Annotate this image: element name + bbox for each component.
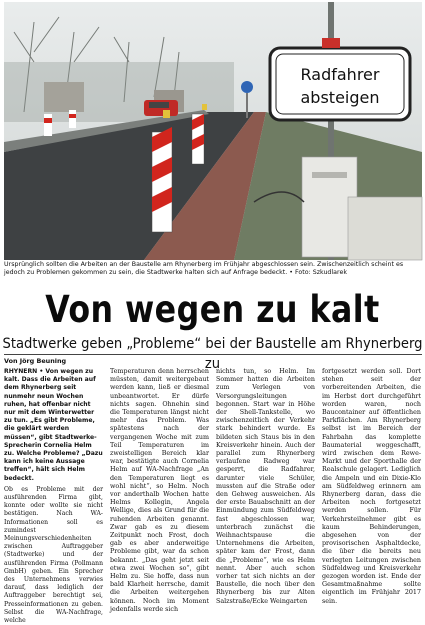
article-column-3 <box>216 368 315 605</box>
lead-paragraph <box>4 368 103 483</box>
dateline: RHYNERN • <box>4 368 44 375</box>
subheadline: Stadtwerke geben „Probleme“ bei der Baustelle am Rhynerberg zu <box>2 335 423 372</box>
photo-illustration <box>4 2 422 260</box>
headline: Von wegen zu kalt <box>45 288 380 331</box>
radfahrer-absteigen-sign <box>270 48 410 120</box>
lead-text: Von wegen zu kalt. Dass die Arbeiten auf dem Rhynerberg seit nunmehr neun Wochen ruhen, hat offenbar nicht nur mit dem Winterwetter zu tun. „Es gibt Probleme, die geklärt werden müssen“, gibt Stadtwerke-Sprecherin Cornelia Helm zu. Welche Probleme? „Dazu kann ich keine Aussage treffen“, hält sich Helm bedeckt. <box>4 368 103 482</box>
column-4-text: fortgesetzt werden soll. Dort stehen seit der vorbereitenden Arbeiten, die im Herbst dort durchgeführt worden waren, noch Baucontainer auf öffentlichen Parkflächen. Am Rhynerberg selbst ist im Bereich der Fahrbahn das komplette Baumaterial weggeschafft, wird zwischen dem Rewe-Markt und der Sporthalle der Realschule gelagert. Lediglich die Ampeln und ein Dixie-Klo am Südfeldweg erinnern am Rhynerberg daran, dass die Arbeiten noch fortgesetzt werden sollen. Für Verkehrsteilnehmer gibt es kaum Behinderungen, abgesehen von der provisorischen Asphaltdecke, die über die bereits neu verlegten Leitungen zwischen Südfeldweg und Kreisverkehr gezogen worden ist. Ende der Gesamtmaßnahme sollte eigentlich im Frühjahr 2017 sein. <box>322 368 421 605</box>
article-columns <box>4 368 422 625</box>
article-column-2 <box>110 368 209 613</box>
sign-line-2: absteigen <box>300 88 380 107</box>
sign-line-1: Radfahrer <box>300 65 380 84</box>
column-3-text: nichts tun, so Helm. Im Sommer hatten die Arbeiten zum Verlegen von Versorgungsleitungen begonnen. Start war in Höhe der Shell-Tankstelle, wo zwischenzeitlich der Verkehr stark behindert wurde. Es bildeten sich Staus bis in den Kreisverkehr hinein. Auch der parallel zum Rhynerberg verlaufene Radweg war gesperrt, die Radfahrer, darunter viele Schüler, mussten auf die Straße oder den Gehweg ausweichen. Als der erste Bauabschnitt an der Einmündung zum Südfeldweg fast abgeschlossen war, unterbrach zunächst die Weihnachtspause die Unternehmens die Arbeiten, später kam der Frost, dann die „Probleme“, wie es Helm nennt. Aber auch schon vorher tat sich nichts an der Baustelle, die noch über den Rhynerberg bis zur Alten Salzstraße/Ecke Weingarten <box>216 368 315 605</box>
column-1-text: Ob es Probleme mit der ausführenden Firma gibt, konnte oder wollte sie nicht bestätigen. Nach WA-Informationen soll es zumindest Meinungsverschiedenheiten zwischen Auftraggeber (Stadtwerke) und der ausführenden Firma (Pollmann GmbH) geben. Ein Sprecher des Unternehmens verwies darauf, dass lediglich der Auftraggeber berechtigt sei, Presseinformationen zu geben. Selbst die WA-Nachfrage, welche <box>4 485 103 625</box>
article-column-1 <box>4 368 103 625</box>
divider <box>4 354 422 355</box>
byline: Von Jörg Beuning <box>4 357 67 365</box>
photo-caption: Ursprünglich sollten die Arbeiten an der Baustelle am Rhynerberg im Frühjahr abgeschlossen sein. Zwischenzeitlich scheint es jedoch zu Problemen gekommen zu sein, die Stadtwerke halten sich auf Anfrage bedeckt. • Foto: Szkudlarek <box>4 261 404 277</box>
street-construction-photo <box>4 2 422 260</box>
article-column-4 <box>322 368 421 605</box>
column-2-text: Temperaturen denn herrschen müssten, damit weitergebaut werden kann, ließ er diesmal unbeantwortet. Er dürfe nichts sagen. Ohnehin sind die Temperaturen längst nicht mehr das Problem. Was spätestens nach der vergangenen Woche mit zum Teil Temperaturen im zweistelligen Bereich klar war, bestätigte auch Cornelia Helm auf WA-Nachfrage „An den Temperaturen liegt es wohl nicht“, so Helm. Noch vor anderthalb Wochen hatte Helms Kollegin, Angela Wellige, dies als Grund für die ruhenden Arbeiten genannt. Zwar gab es zu diesem Zeitpunkt noch Frost, doch gab es aber anderweitige Probleme gibt, war da schon bekannt. „Das geht jetzt seit etwa zwei Wochen so“, gibt Helm zu. Sie hoffe, dass nun bald Klarheit herrsche, damit die Arbeiten weitergehen können. Noch im Moment jedenfalls werde sich <box>110 368 209 613</box>
